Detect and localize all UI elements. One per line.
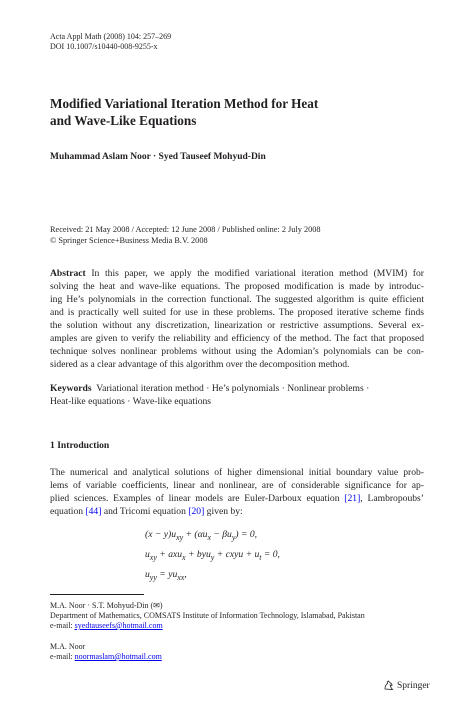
abstract-line: and is practically well suited for use in these problems. The proposed iterative scheme finds [50, 307, 424, 318]
springer-horse-icon [383, 680, 394, 691]
abstract [50, 267, 424, 371]
abstract-line: Abstract In this paper, we apply the modified variational iteration method (MVIM) for [50, 268, 424, 279]
equation-2: $u_{xy} + axu_x + byu_y$ + cxyu + $u_t = 0$, [145, 549, 280, 562]
footnote-divider [50, 594, 144, 595]
intro-line: plied sciences. Examples of linear models are Euler-Darboux equation [21], Lambropoubs’ [50, 493, 424, 504]
publication-dates [50, 224, 321, 246]
authors: Muhammad Aslam Noor · Syed Tauseef Mohyud-Din [50, 152, 266, 162]
email-link[interactable]: syedtauseefs@hotmail.com [74, 621, 163, 630]
keywords [50, 382, 424, 408]
date-history: Received: 21 May 2008 / Accepted: 12 June 2008 / Published online: 2 July 2008 [50, 225, 321, 234]
equation-1: $(x - y)u_{xy} + (\alpha u_x - \beta u_y) = 0$, [145, 529, 258, 542]
affiliation-names: M.A. Noor · S.T. Mohyud-Din (✉) [50, 601, 163, 610]
keywords-label: Keywords [50, 383, 92, 394]
abstract-line: solving the heat and wave-like equations. The proposed modification is made by introduc- [50, 281, 424, 292]
abstract-line: amples are given to verify the reliability and efficiency of the method. The fact that proposed [50, 333, 424, 344]
intro-line: lems of variable coefficients, linear and nonlinear, are of considerable significance for ap- [50, 480, 424, 491]
abstract-line: ing He’s polynomials in the correction functional. The suggested algorithm is quite efficient [50, 294, 424, 305]
intro-line: The numerical and analytical solutions of higher dimensional initial boundary value prob- [50, 467, 424, 478]
citation-link[interactable]: [44] [85, 506, 102, 517]
affiliation-email-line: e-mail: noormaslam@hotmail.com [50, 652, 162, 661]
copyright: © Springer Science+Business Media B.V. 2008 [50, 236, 208, 245]
title-line-2: and Wave-Like Equations [50, 113, 197, 128]
email-link[interactable]: noormaslam@hotmail.com [74, 652, 162, 661]
affiliation-department: Department of Mathematics, COMSATS Institute of Information Technology, Islamabad, Pakistan [50, 611, 365, 620]
intro-line: equation [44] and Tricomi equation [20] given by: [50, 506, 243, 517]
journal-citation: Acta Appl Math (2008) 104: 257–269 [50, 32, 172, 41]
section-heading: 1 Introduction [50, 440, 110, 451]
paper-title [50, 95, 430, 129]
doi: DOI 10.1007/s10440-008-9255-x [50, 42, 158, 51]
citation-link[interactable]: [21] [344, 493, 361, 504]
title-line-1: Modified Variational Iteration Method for Heat [50, 96, 319, 111]
abstract-line: technique solves nonlinear problems without using the Adomian’s polynomials can be con- [50, 346, 424, 357]
publisher-name: Springer [397, 680, 430, 691]
affiliation-2 [50, 642, 162, 662]
intro-paragraph [50, 466, 424, 518]
citation-link[interactable]: [20] [188, 506, 205, 517]
keywords-line: Heat-like equations · Wave-like equations [50, 396, 212, 407]
affiliation-email-line: e-mail: syedtauseefs@hotmail.com [50, 621, 163, 630]
equation-3: $u_{yy} = yu_{xx}$, [145, 569, 187, 582]
affiliation-1 [50, 601, 365, 631]
keywords-line: Keywords Variational iteration method · He’s polynomials · Nonlinear problems · [50, 383, 370, 394]
abstract-label: Abstract [50, 268, 86, 279]
affiliation-name: M.A. Noor [50, 642, 86, 651]
abstract-line: the solution without any discretization, linearization or restrictive assumptions. Several ex- [50, 320, 424, 331]
springer-logo [383, 680, 430, 691]
abstract-line: sidered as a clear advantage of this algorithm over the decomposition method. [50, 359, 350, 370]
